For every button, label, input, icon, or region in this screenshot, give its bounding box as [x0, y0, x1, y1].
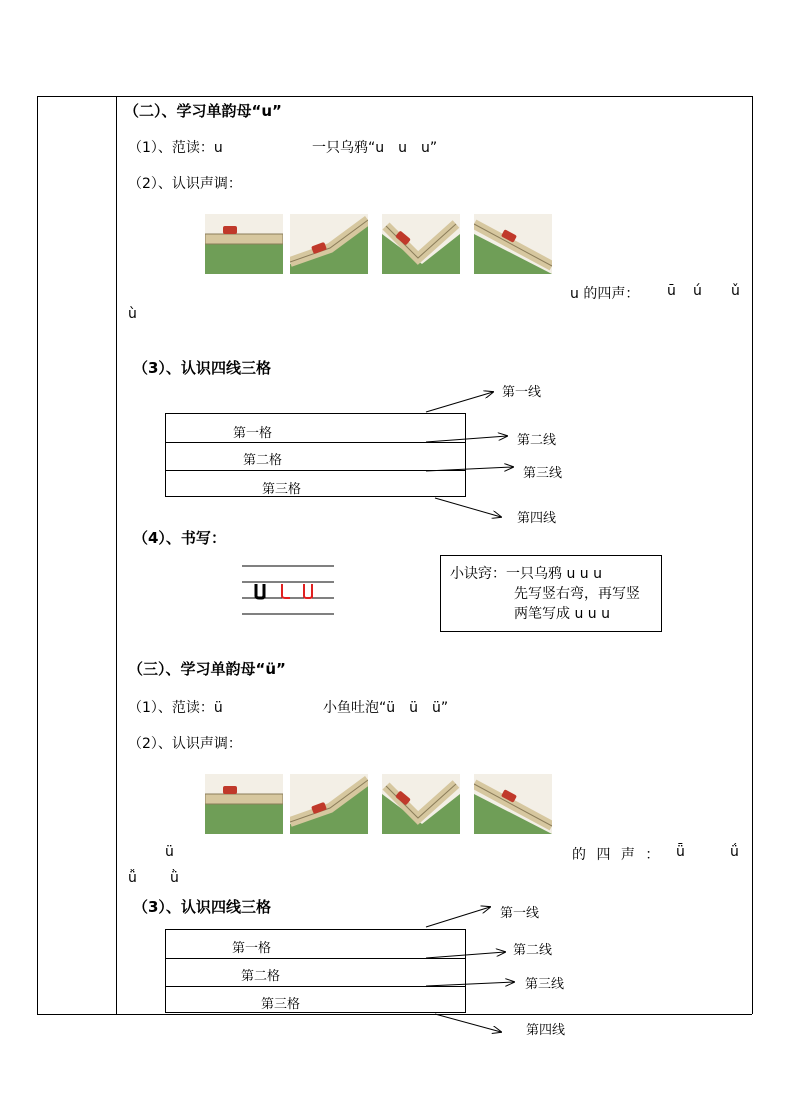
section3-four-tones-prefix: 的 四 声 ： — [572, 847, 663, 863]
grid-line-label-4: 第四线 — [517, 511, 557, 526]
grid-line-label-2: 第二线 — [517, 433, 557, 448]
tips-box — [440, 555, 662, 632]
section2-tone3: ǔ — [731, 283, 740, 299]
tips-line-2: 先写竖右弯，再写竖 — [514, 586, 640, 602]
tone1-picture — [205, 774, 283, 834]
grid-line-label-2: 第二线 — [513, 943, 553, 958]
tone3-picture — [382, 774, 460, 834]
grid-cell-2: 第二格 — [241, 969, 281, 984]
section3-letter: ü — [165, 844, 174, 860]
section3-read-label: （1）、范读：ü — [128, 700, 223, 716]
section3-grid-title: （3）、认识四线三格 — [133, 898, 271, 916]
section3-tone1: ǖ — [676, 844, 685, 860]
grid-line-label-1: 第一线 — [500, 906, 540, 921]
section2-title: （二）、学习单韵母“u” — [124, 102, 282, 120]
grid-cell-2: 第二格 — [243, 453, 283, 468]
section2-grid-title: （3）、认识四线三格 — [133, 359, 271, 377]
grid-line-label-3: 第三线 — [523, 466, 563, 481]
section2-write-title: （4）、书写： — [133, 529, 226, 547]
tone2-picture — [290, 774, 368, 834]
section2-four-tones-prefix: u 的四声： — [570, 286, 640, 302]
tips-line-3: 两笔写成 u u u — [514, 606, 610, 622]
grid-line-label-4: 第四线 — [526, 1023, 566, 1038]
grid-line-label-3: 第三线 — [525, 977, 565, 992]
section2-tone4: ù — [128, 306, 137, 322]
section3-title: （三）、学习单韵母“ü” — [128, 660, 286, 678]
section2-read-label: （1）、范读：u — [128, 140, 223, 156]
section2-tone1: ū — [667, 283, 676, 299]
section2-tone2: ú — [693, 283, 702, 299]
section3-tone3: ǚ — [128, 870, 137, 886]
tips-line-1: 小诀窍：一只乌鸦 u u u — [450, 566, 602, 582]
grid-line-2 — [166, 958, 465, 959]
grid-cell-3: 第三格 — [262, 482, 302, 497]
grid-line-3 — [166, 986, 465, 987]
four-line-grid — [165, 929, 466, 1013]
section3-read-phrase: 小鱼吐泡“ü ü ü” — [323, 700, 449, 716]
grid-cell-1: 第一格 — [233, 426, 273, 441]
section3-tone-label: （2）、认识声调： — [128, 736, 242, 752]
tone4-picture — [474, 774, 552, 834]
grid-line-label-1: 第一线 — [502, 385, 542, 400]
writing-sample — [242, 562, 334, 618]
grid-cell-3: 第三格 — [261, 997, 301, 1012]
section3-tone4: ǜ — [170, 870, 179, 886]
section3-tone2: ǘ — [730, 844, 739, 860]
grid-cell-1: 第一格 — [232, 941, 272, 956]
section2-tone-label: （2）、认识声调： — [128, 176, 242, 192]
section2-read-phrase: 一只乌鸦“u u u” — [312, 140, 438, 156]
